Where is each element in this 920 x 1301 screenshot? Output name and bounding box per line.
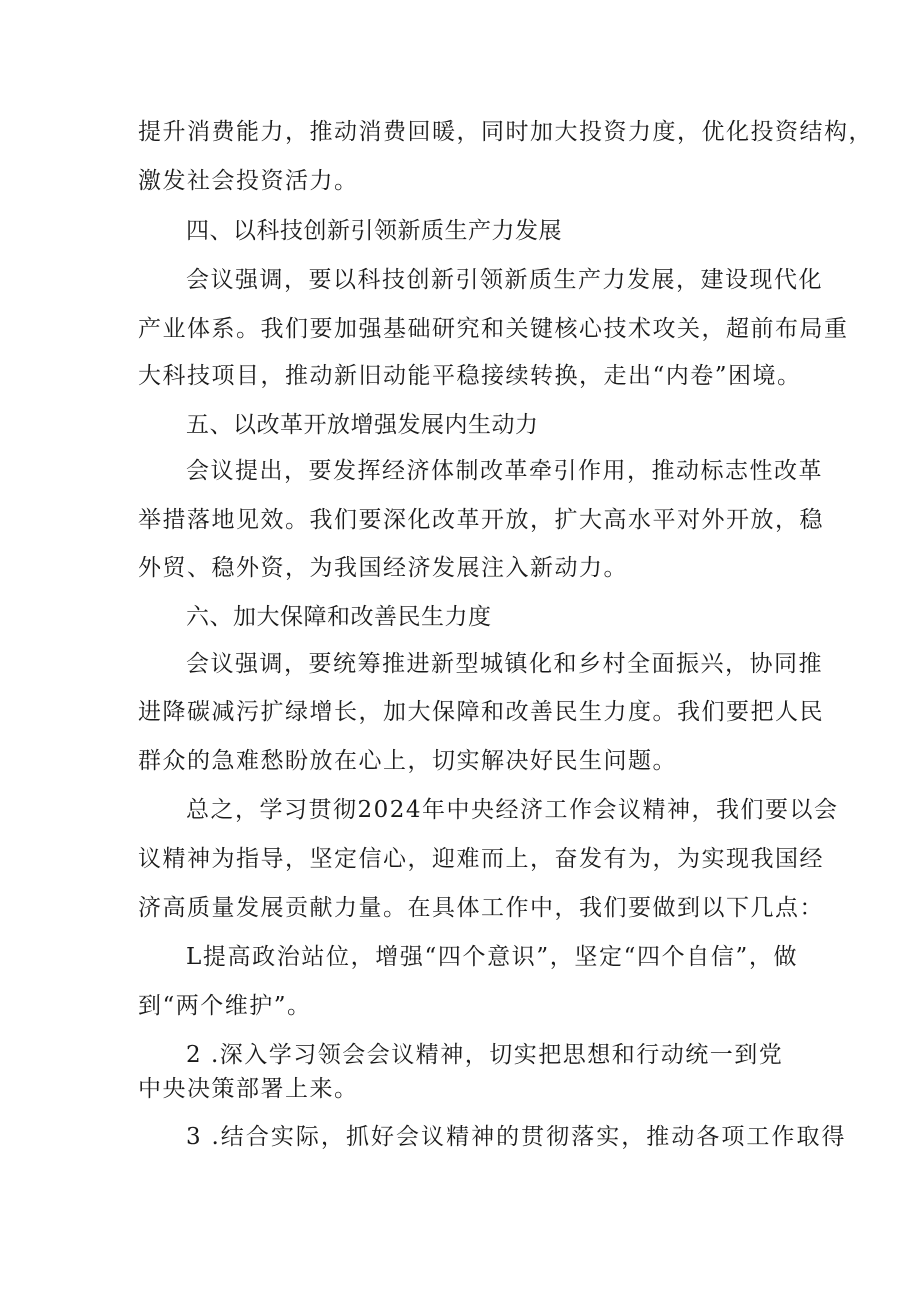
paragraph-line: 总之，学习贯彻2024年中央经济工作会议精神，我们要以会	[186, 797, 839, 823]
section-heading: 六、加大保障和改善民生力度	[186, 604, 492, 630]
paragraph-line: 议精神为指导，坚定信心，迎难而上，奋发有为，为实现我国经	[138, 846, 824, 872]
paragraph-line: 大科技项目，推动新旧动能平稳接续转换，走出“内卷”困境。	[138, 363, 802, 389]
paragraph-line: 会议强调，要统筹推进新型城镇化和乡村全面振兴，协同推	[186, 651, 823, 677]
section-heading: 四、以科技创新引领新质生产力发展	[186, 218, 562, 244]
paragraph-line: 外贸、稳外资，为我国经济发展注入新动力。	[138, 555, 628, 581]
paragraph-line: 激发社会投资活力。	[138, 168, 359, 194]
list-item-line: L提高政治站位，增强“四个意识”，坚定“四个自信”，做	[186, 944, 798, 970]
list-item-line: 中央决策部署上来。	[138, 1076, 359, 1102]
paragraph-line: 举措落地见效。我们要深化改革开放，扩大高水平对外开放，稳	[138, 507, 824, 533]
paragraph-line: 济高质量发展贡献力量。在具体工作中，我们要做到以下几点：	[138, 895, 824, 921]
paragraph-line: 群众的急难愁盼放在心上，切实解决好民生问题。	[138, 748, 677, 774]
list-item-line: 2 .深入学习领会会议精神，切实把思想和行动统一到党	[186, 1042, 784, 1068]
paragraph-line: 产业体系。我们要加强基础研究和关键核心技术攻关，超前布局重	[138, 316, 849, 342]
section-heading: 五、以改革开放增强发展内生动力	[186, 412, 539, 438]
list-item-line: 3 .结合实际，抓好会议精神的贯彻落实，推动各项工作取得	[186, 1124, 846, 1150]
paragraph-line: 进降碳减污扩绿增长，加大保障和改善民生力度。我们要把人民	[138, 699, 824, 725]
paragraph-line: 会议强调，要以科技创新引领新质生产力发展，建设现代化	[186, 267, 823, 293]
paragraph-line: 提升消费能力，推动消费回暖，同时加大投资力度，优化投资结构，	[138, 119, 873, 145]
paragraph-line: 会议提出，要发挥经济体制改革牵引作用，推动标志性改革	[186, 458, 823, 484]
list-item-line: 到“两个维护”。	[138, 993, 312, 1019]
